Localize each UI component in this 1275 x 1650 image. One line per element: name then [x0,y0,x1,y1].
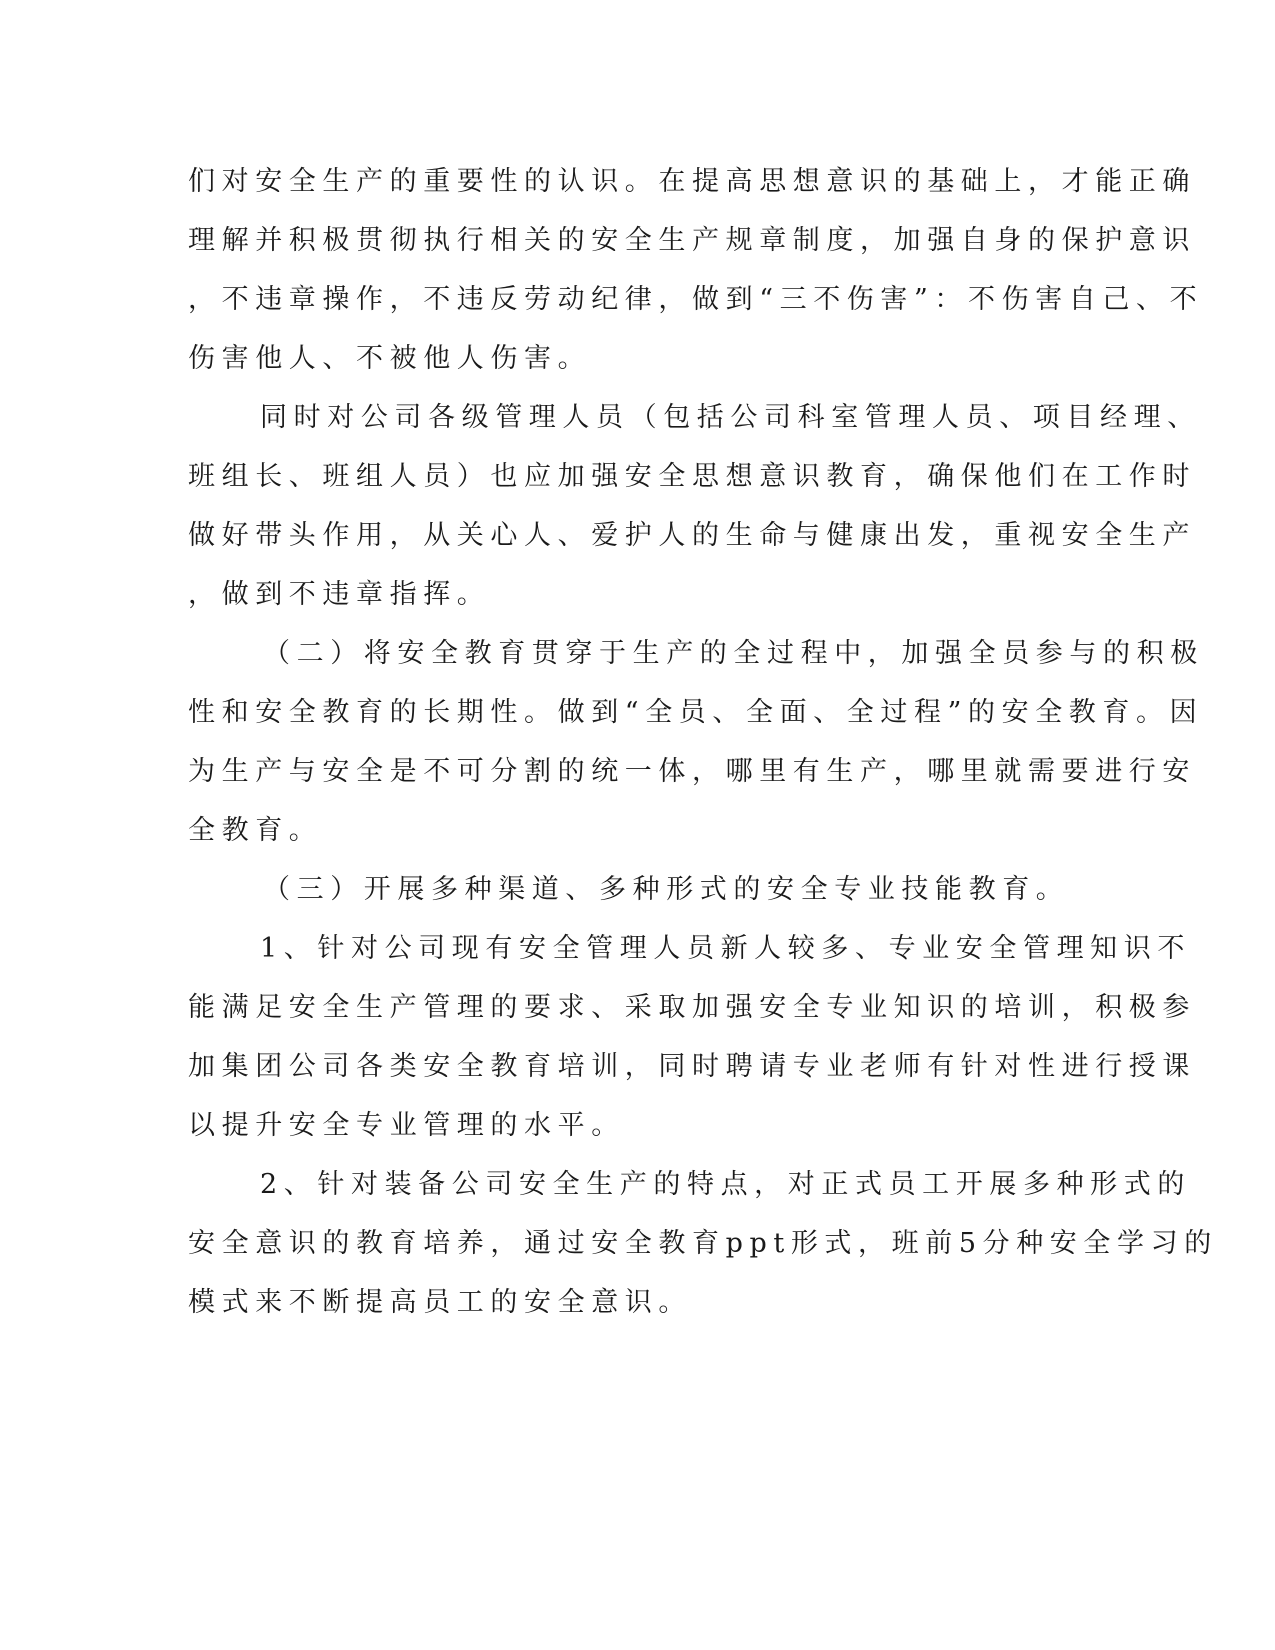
text-line: 理解并积极贯彻执行相关的安全生产规章制度，加强自身的保护意识 [188,225,1196,256]
text-line: 能满足安全生产管理的要求、采取加强安全专业知识的培训，积极参 [188,992,1196,1023]
text-line: ，不违章操作，不违反劳动纪律，做到“三不伤害”：不伤害自己、不 [188,284,1204,315]
text-line: 伤害他人、不被他人伤害。 [188,343,592,374]
text-line: ，做到不违章指挥。 [188,579,491,610]
text-line: 为生产与安全是不可分割的统一体，哪里有生产，哪里就需要进行安 [188,756,1196,787]
paragraph-start: 同时对公司各级管理人员（包括公司科室管理人员、项目经理、 [260,402,1201,433]
text-line: 加集团公司各类安全教育培训，同时聘请专业老师有针对性进行授课 [188,1051,1196,1082]
text-line: 班组长、班组人员）也应加强安全思想意识教育，确保他们在工作时 [188,461,1196,492]
list-item-2: 2、针对装备公司安全生产的特点，对正式员工开展多种形式的 [260,1169,1191,1200]
text-line: 以提升安全专业管理的水平。 [188,1110,625,1141]
text-line: 模式来不断提高员工的安全意识。 [188,1287,692,1318]
section-heading-3: （三）开展多种渠道、多种形式的安全专业技能教育。 [263,874,1070,905]
text-line: 安全意识的教育培养，通过安全教育ppt形式，班前5分种安全学习的 [188,1228,1218,1259]
text-line: 们对安全生产的重要性的认识。在提高思想意识的基础上，才能正确 [188,166,1196,197]
text-line: 性和安全教育的长期性。做到“全员、全面、全过程”的安全教育。因 [188,697,1204,728]
list-item-1: 1、针对公司现有安全管理人员新人较多、专业安全管理知识不 [260,933,1191,964]
section-heading-2: （二）将安全教育贯穿于生产的全过程中，加强全员参与的积极 [263,638,1204,669]
text-line: 做好带头作用，从关心人、爱护人的生命与健康出发，重视安全生产 [188,520,1196,551]
text-line: 全教育。 [188,815,323,846]
